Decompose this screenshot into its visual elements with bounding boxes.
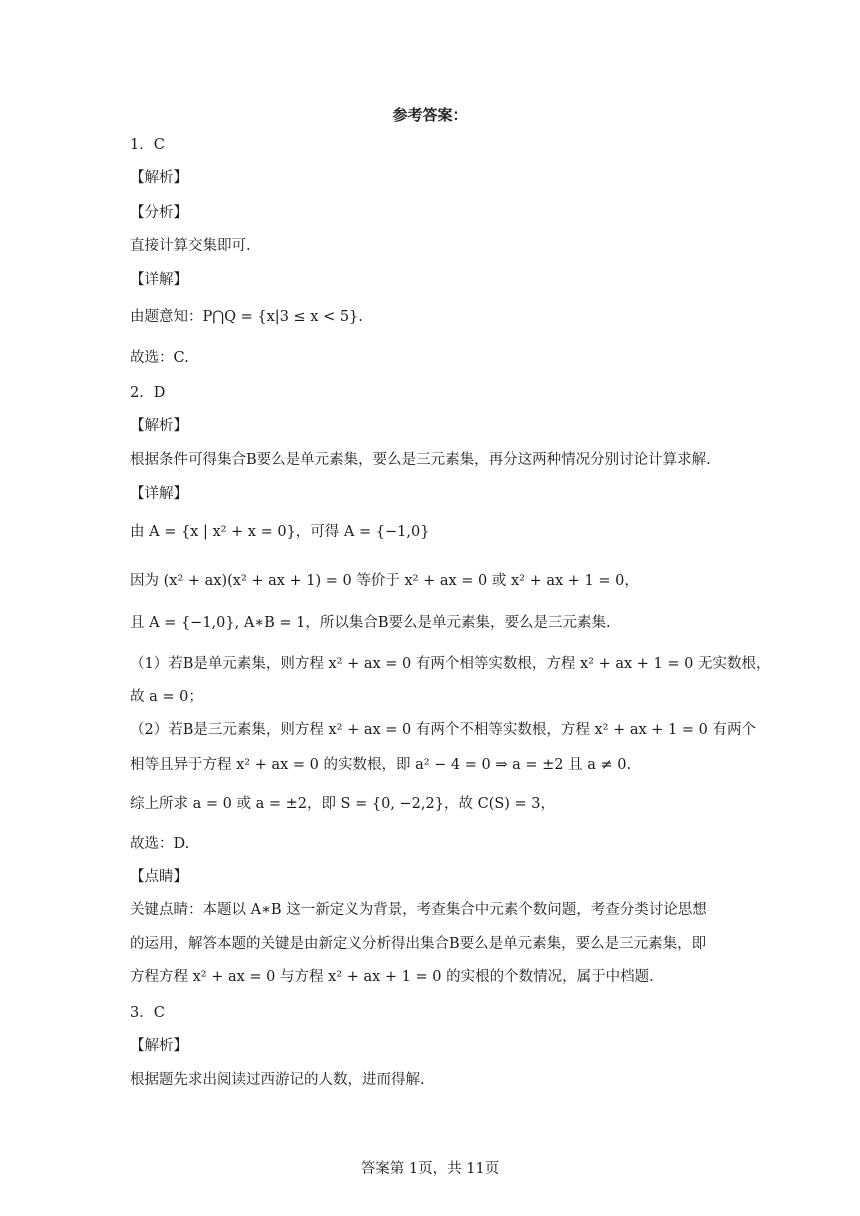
note-text: 的运用，解答本题的关键是由新定义分析得出集合B要么是单元素集，要么是三元素集，即 <box>130 936 707 952</box>
detail-text: （2）若B是三元素集，则方程 x² + ax = 0 有两个不相等实数根，方程 x² + ax + 1 = 0 有两个 <box>130 722 756 738</box>
choice-text: 故选：D. <box>130 836 190 852</box>
section-jiexi: 【解析】 <box>130 170 188 186</box>
detail-text: 由 A = {x | x² + x = 0}，可得 A = {−1,0} <box>130 524 430 540</box>
section-xiangjie: 【详解】 <box>130 272 188 288</box>
analysis-text: 根据条件可得集合B要么是单元素集，要么是三元素集，再分这两种情况分别讨论计算求解. <box>130 452 711 468</box>
section-fenxi: 【分析】 <box>130 205 188 221</box>
page-title: 参考答案： <box>392 106 468 124</box>
section-jiexi: 【解析】 <box>130 418 188 434</box>
page-footer: 答案第 1页，共 11页 <box>360 1161 500 1177</box>
detail-text: （1）若B是单元素集，则方程 x² + ax = 0 有两个相等实数根，方程 x² + ax + 1 = 0 无实数根， <box>130 656 771 672</box>
answer-3-heading: 3．C <box>130 1005 165 1021</box>
analysis-text: 根据题先求出阅读过西游记的人数，进而得解. <box>130 1072 425 1088</box>
detail-text: 综上所求 a = 0 或 a = ±2，即 S = {0, −2,2}，故 C(S) = 3， <box>130 796 556 812</box>
answer-2-heading: 2．D <box>130 385 166 401</box>
note-text: 方程方程 x² + ax = 0 与方程 x² + ax + 1 = 0 的实根的个数情况，属于中档题. <box>130 969 654 985</box>
note-text: 关键点睛：本题以 A∗B 这一新定义为背景，考查集合中元素个数问题，考查分类讨论思想 <box>130 902 707 918</box>
section-dianjing: 【点睛】 <box>130 869 188 885</box>
answer-1-heading: 1．C <box>130 137 165 153</box>
detail-text: 且 A = {−1,0}, A∗B = 1，所以集合B要么是单元素集，要么是三元素集. <box>130 615 611 631</box>
detail-text: 由题意知：P⋂Q = {x|3 ≤ x < 5}. <box>130 309 363 325</box>
detail-text: 因为 (x² + ax)(x² + ax + 1) = 0 等价于 x² + ax = 0 或 x² + ax + 1 = 0， <box>130 573 639 589</box>
detail-text: 相等且异于方程 x² + ax = 0 的实数根，即 a² − 4 = 0 ⇒ a = ±2 且 a ≠ 0. <box>130 757 632 773</box>
analysis-text: 直接计算交集即可. <box>130 238 251 254</box>
section-jiexi: 【解析】 <box>130 1038 188 1054</box>
detail-text: 故 a = 0； <box>130 689 203 705</box>
choice-text: 故选：C. <box>130 350 189 366</box>
section-xiangjie: 【详解】 <box>130 486 188 502</box>
